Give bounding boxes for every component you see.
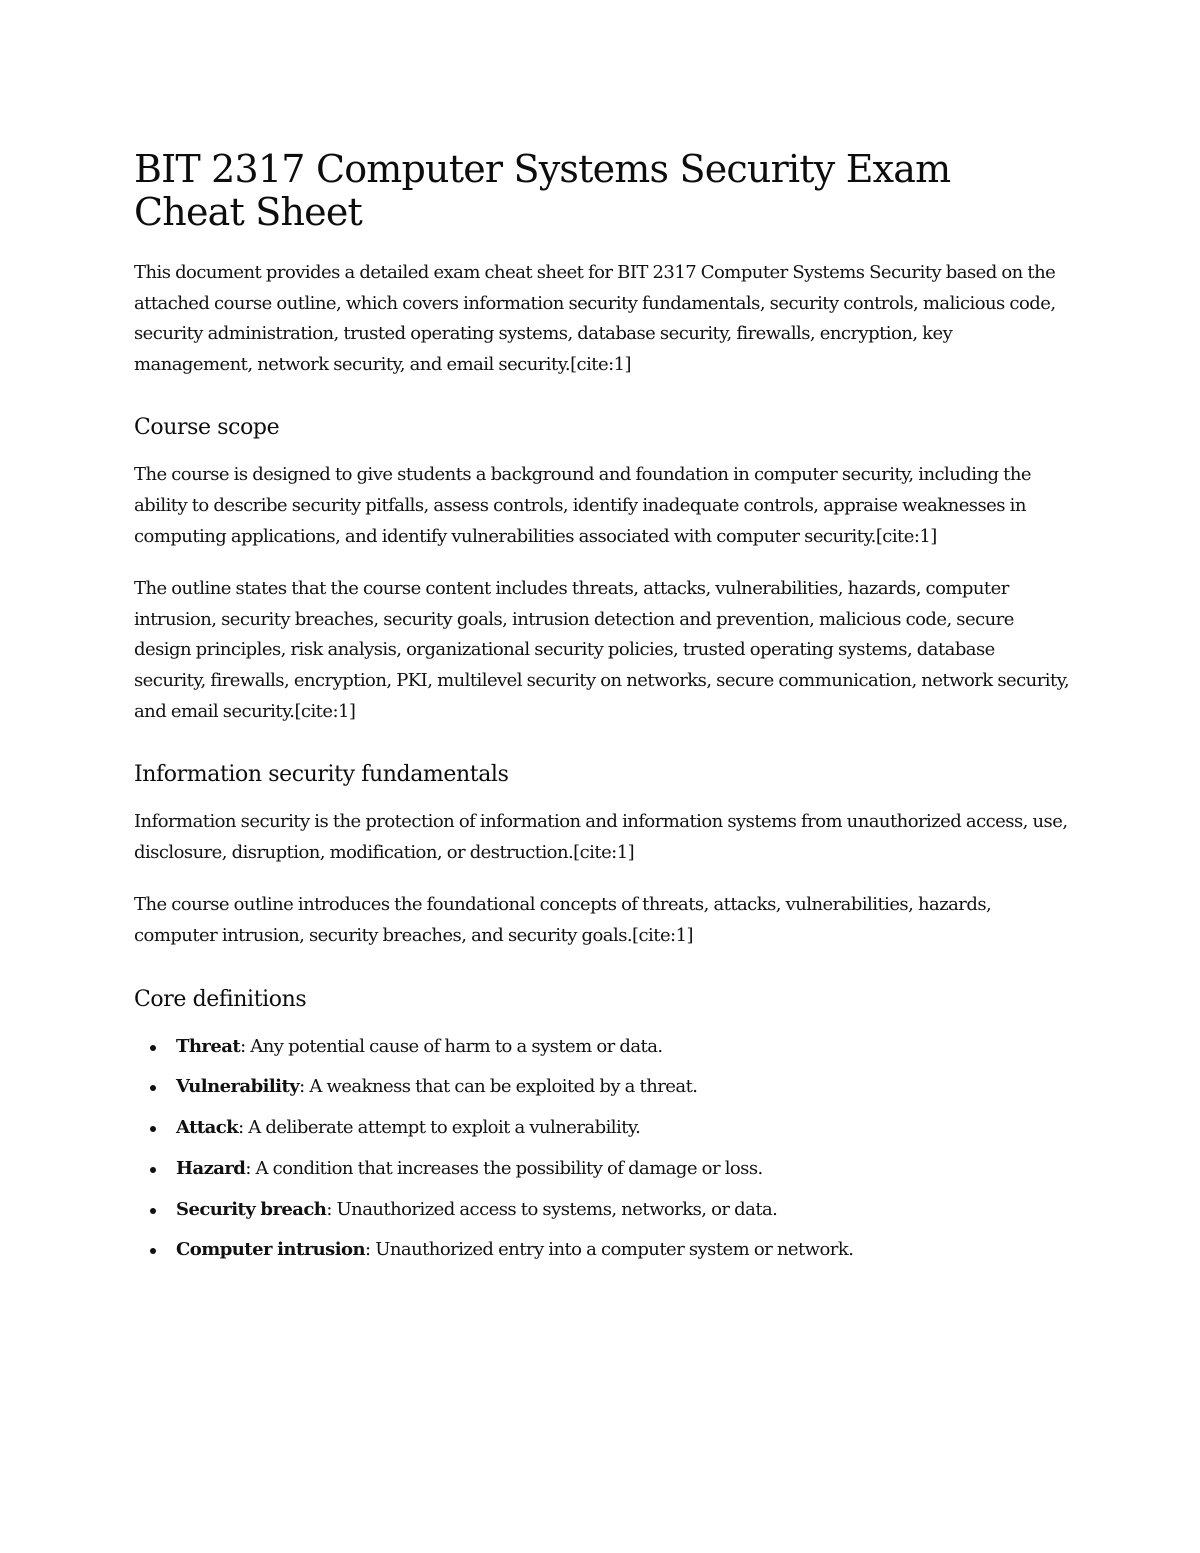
list-item [134, 1235, 1070, 1265]
bullet-icon [150, 1167, 156, 1173]
definition-text: : Unauthorized entry into a computer system or network. [365, 1239, 854, 1261]
definition-text: : A deliberate attempt to exploit a vulnerability. [238, 1117, 641, 1139]
bullet-icon [150, 1085, 156, 1091]
definition-text: : Any potential cause of harm to a system or data. [240, 1035, 663, 1057]
heading-core-definitions: Core definitions [134, 986, 307, 1012]
definition-term: Computer intrusion [176, 1239, 366, 1261]
bullet-icon [150, 1126, 156, 1132]
document-title: BIT 2317 Computer Systems Security Exam Cheat Sheet [134, 147, 951, 234]
list-item [134, 1195, 1070, 1225]
list-item [134, 1032, 1070, 1062]
fundamentals-paragraph-1: Information security is the protection of information and information systems from unauthorized access, use, disclosure, disruption, modification, or destruction.[cite:1] [134, 811, 1068, 863]
definitions-list [134, 1032, 1070, 1266]
definition-term: Hazard [176, 1157, 246, 1179]
definition-text: : Unauthorized access to systems, networks, or data. [326, 1198, 778, 1220]
definition-term: Vulnerability [176, 1076, 300, 1098]
document-page [134, 148, 1070, 1276]
fundamentals-paragraph-2: The course outline introduces the foundational concepts of threats, attacks, vulnerabilities, hazards, computer intrusion, security breaches, and security goals.[cite:1] [134, 894, 992, 946]
list-item [134, 1072, 1070, 1102]
course-scope-paragraph-2: The outline states that the course content includes threats, attacks, vulnerabilities, hazards, computer intrusion, security breaches, security goals, intrusion detection and prevention, malicious code, secure design principles, risk analysis, organizational security policies, trusted operating systems, database security, firewalls, encryption, PKI, multilevel security on networks, secure communication, network security, and email security.[cite:1] [134, 578, 1070, 722]
course-scope-paragraph-1: The course is designed to give students a background and foundation in computer security, including the ability to describe security pitfalls, assess controls, identify inadequate controls, appraise weaknesses in computing applications, and identify vulnerabilities associated with computer security.[cite:1] [134, 464, 1031, 547]
list-item [134, 1113, 1070, 1143]
list-item [134, 1154, 1070, 1184]
bullet-icon [150, 1208, 156, 1214]
intro-paragraph: This document provides a detailed exam cheat sheet for BIT 2317 Computer Systems Security based on the attached course outline, which covers information security fundamentals, security controls, malicious code, security administration, trusted operating systems, database security, firewalls, encryption, key management, network security, and email security.[cite:1] [134, 262, 1056, 375]
definition-term: Attack [176, 1117, 239, 1139]
heading-course-scope: Course scope [134, 415, 280, 441]
bullet-icon [150, 1045, 156, 1051]
definition-text: : A weakness that can be exploited by a threat. [299, 1076, 698, 1098]
definition-text: : A condition that increases the possibility of damage or loss. [245, 1157, 763, 1179]
definition-term: Threat [176, 1035, 241, 1057]
bullet-icon [150, 1248, 156, 1254]
heading-information-security-fundamentals: Information security fundamentals [134, 762, 509, 788]
definition-term: Security breach [176, 1198, 327, 1220]
